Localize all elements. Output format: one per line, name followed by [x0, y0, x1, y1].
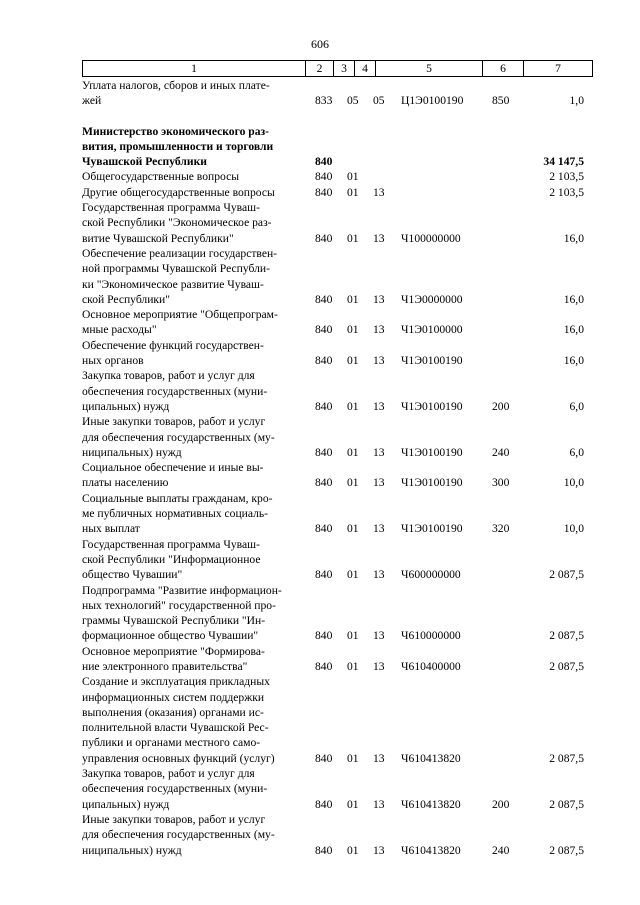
row-expense-type-code: 300	[492, 476, 510, 490]
row-department-code: 840	[315, 522, 333, 536]
page-number: 606	[311, 37, 329, 51]
table-row	[82, 414, 593, 460]
row-name: Обеспечение функций государствен- ных органов	[82, 338, 264, 368]
row-department-code: 840	[315, 476, 333, 490]
row-target-item-code: Ч1Э0100190	[401, 522, 463, 536]
row-name: Уплата налогов, сборов и иных плате- жей	[82, 79, 270, 108]
row-target-item-code: Ч1Э0100190	[401, 354, 463, 368]
table-row	[82, 537, 593, 583]
row-amount: 2 087,5	[549, 797, 584, 811]
row-expense-type-code: 240	[492, 445, 510, 459]
row-section-code: 01	[347, 476, 359, 490]
column-header-row	[83, 61, 593, 77]
column-header-6: 6	[483, 61, 524, 77]
row-section-code: 01	[347, 231, 359, 245]
row-amount: 6,0	[569, 445, 584, 459]
table-row	[82, 766, 593, 812]
row-department-code: 840	[315, 445, 333, 459]
table-row	[82, 460, 593, 491]
row-target-item-code: Ч1Э0100190	[401, 445, 463, 459]
row-name: Государственная программа Чуваш- ской Республики "Информационное общество Чувашии"	[82, 537, 261, 582]
row-subsection-code: 13	[373, 568, 385, 582]
row-name: Социальное обеспечение и иные вы- платы населению	[82, 461, 264, 490]
row-section-code: 01	[347, 797, 359, 811]
table-row	[82, 812, 593, 858]
row-target-item-code: Ч610413820	[401, 751, 461, 765]
row-subsection-code: 13	[373, 659, 385, 673]
row-name: Закупка товаров, работ и услуг для обеспечения государственных (муни- ципальных) нужд	[82, 369, 268, 413]
row-subsection-code: 13	[373, 629, 385, 643]
row-department-code: 840	[315, 185, 333, 199]
row-name: Обеспечение реализации государствен- ной программы Чувашской Республи- ки "Экономическое развитие Чуваш- ской Республики"	[82, 246, 278, 306]
row-department-code: 840	[315, 797, 333, 811]
row-section-code: 01	[347, 170, 359, 184]
row-amount: 2 103,5	[549, 170, 584, 184]
row-target-item-code: Ч610413820	[401, 843, 461, 857]
row-section-code: 01	[347, 354, 359, 368]
table-row	[82, 644, 593, 675]
row-target-item-code: Ч1Э0100000	[401, 323, 463, 337]
row-section-code: 01	[347, 659, 359, 673]
column-header-table	[82, 60, 593, 77]
row-amount: 6,0	[569, 399, 584, 413]
row-name: Основное мероприятие "Формирова- ние электронного правительства"	[82, 644, 265, 673]
table-row	[82, 491, 593, 537]
row-department-code: 840	[315, 843, 333, 857]
row-section-code: 01	[347, 568, 359, 582]
row-amount: 10,0	[563, 476, 584, 490]
row-amount: 16,0	[563, 231, 584, 245]
row-name: Государственная программа Чуваш- ской Республики "Экономическое раз- витие Чувашской Республики"	[82, 201, 272, 245]
row-name: Основное мероприятие "Общепрограм- мные расходы"	[82, 308, 278, 337]
table-row	[82, 200, 593, 246]
row-department-code: 840	[315, 170, 333, 184]
table-row	[82, 185, 593, 200]
row-name: Общегосударственные вопросы	[82, 170, 240, 184]
row-amount: 2 087,5	[549, 659, 584, 673]
column-header-3: 3	[334, 61, 355, 77]
row-amount: 16,0	[563, 354, 584, 368]
row-subsection-code: 13	[373, 751, 385, 765]
row-subsection-code: 13	[373, 185, 385, 199]
row-amount: 16,0	[563, 323, 584, 337]
row-amount: 2 087,5	[549, 568, 584, 582]
row-expense-type-code: 240	[492, 843, 510, 857]
row-section-code: 01	[347, 751, 359, 765]
row-amount: 1,0	[569, 94, 584, 108]
row-subsection-code: 13	[373, 522, 385, 536]
table-row	[82, 124, 593, 170]
row-section-code: 01	[347, 399, 359, 413]
row-amount: 34 147,5	[543, 155, 584, 169]
table-row	[82, 674, 593, 766]
table-row	[82, 246, 593, 307]
row-target-item-code: Ч100000000	[401, 231, 461, 245]
row-amount: 16,0	[563, 292, 584, 306]
row-subsection-code: 13	[373, 292, 385, 306]
row-department-code: 840	[315, 323, 333, 337]
row-subsection-code: 13	[373, 323, 385, 337]
row-department-code: 840	[315, 354, 333, 368]
row-subsection-code: 13	[373, 843, 385, 857]
table-row	[82, 169, 593, 184]
row-expense-type-code: 850	[492, 94, 510, 108]
row-target-item-code: Ч610413820	[401, 797, 461, 811]
row-amount: 2 087,5	[549, 843, 584, 857]
row-department-code: 840	[315, 155, 333, 169]
row-subsection-code: 13	[373, 354, 385, 368]
row-department-code: 840	[315, 292, 333, 306]
table-row	[82, 368, 593, 414]
row-section-code: 01	[347, 445, 359, 459]
row-section-code: 01	[347, 629, 359, 643]
column-header-5: 5	[376, 61, 483, 77]
row-section-code: 01	[347, 522, 359, 536]
row-subsection-code: 13	[373, 476, 385, 490]
row-department-code: 840	[315, 399, 333, 413]
table-row	[82, 583, 593, 644]
row-section-code: 05	[347, 94, 359, 108]
row-amount: 2 087,5	[549, 751, 584, 765]
row-name: Подпрограмма "Развитие информацион- ных технологий" государственной про- граммы Чувашской Республики "Ин- формационное общество Чувашии"	[82, 583, 282, 643]
row-subsection-code: 05	[373, 94, 385, 108]
row-department-code: 840	[315, 231, 333, 245]
row-target-item-code: Ч1Э0000000	[401, 292, 463, 306]
row-expense-type-code: 200	[492, 797, 510, 811]
row-target-item-code: Ч600000000	[401, 568, 461, 582]
row-name: Создание и эксплуатация прикладных информационных систем поддержки выполнения (оказания) органами ис- полнительной власти Чувашской Рес- публики и органами местного само- управления основных функций (услуг)	[82, 675, 275, 765]
table-row	[82, 307, 593, 338]
row-target-item-code: Ч610400000	[401, 659, 461, 673]
row-name: Социальные выплаты гражданам, кро- ме публичных нормативных социаль- ных выплат	[82, 491, 273, 536]
budget-table-body	[82, 78, 593, 858]
row-target-item-code: Ч1Э0100190	[401, 476, 463, 490]
row-department-code: 840	[315, 629, 333, 643]
row-department-code: 840	[315, 659, 333, 673]
row-department-code: 833	[315, 94, 333, 108]
column-header-7: 7	[524, 61, 593, 77]
row-name: Иные закупки товаров, работ и услуг для обеспечения государственных (му- ниципальных) нужд	[82, 812, 275, 857]
row-target-item-code: Ч1Э0100190	[401, 399, 463, 413]
row-section-code: 01	[347, 292, 359, 306]
row-subsection-code: 13	[373, 399, 385, 413]
row-department-code: 840	[315, 751, 333, 765]
table-row	[82, 78, 593, 109]
row-target-item-code: Ц1Э0100190	[401, 94, 464, 108]
column-header-1: 1	[83, 61, 306, 77]
row-subsection-code: 13	[373, 445, 385, 459]
row-department-code: 840	[315, 568, 333, 582]
row-subsection-code: 13	[373, 797, 385, 811]
row-name: Иные закупки товаров, работ и услуг для обеспечения государственных (му- ниципальных) нужд	[82, 415, 275, 459]
row-subsection-code: 13	[373, 231, 385, 245]
row-expense-type-code: 200	[492, 399, 510, 413]
row-section-code: 01	[347, 323, 359, 337]
row-amount: 2 087,5	[549, 629, 584, 643]
row-target-item-code: Ч610000000	[401, 629, 461, 643]
row-name: Закупка товаров, работ и услуг для обеспечения государственных (муни- ципальных) нужд	[82, 767, 268, 811]
row-section-code: 01	[347, 185, 359, 199]
column-header-4: 4	[355, 61, 376, 77]
row-name: Другие общегосударственные вопросы	[82, 185, 275, 199]
row-amount: 2 103,5	[549, 185, 584, 199]
table-row	[82, 338, 593, 369]
row-amount: 10,0	[563, 522, 584, 536]
row-expense-type-code: 320	[492, 522, 510, 536]
row-section-code: 01	[347, 843, 359, 857]
row-name: Министерство экономического раз- вития, промышленности и торговли Чувашской Республики	[82, 124, 274, 169]
column-header-2: 2	[306, 61, 334, 77]
